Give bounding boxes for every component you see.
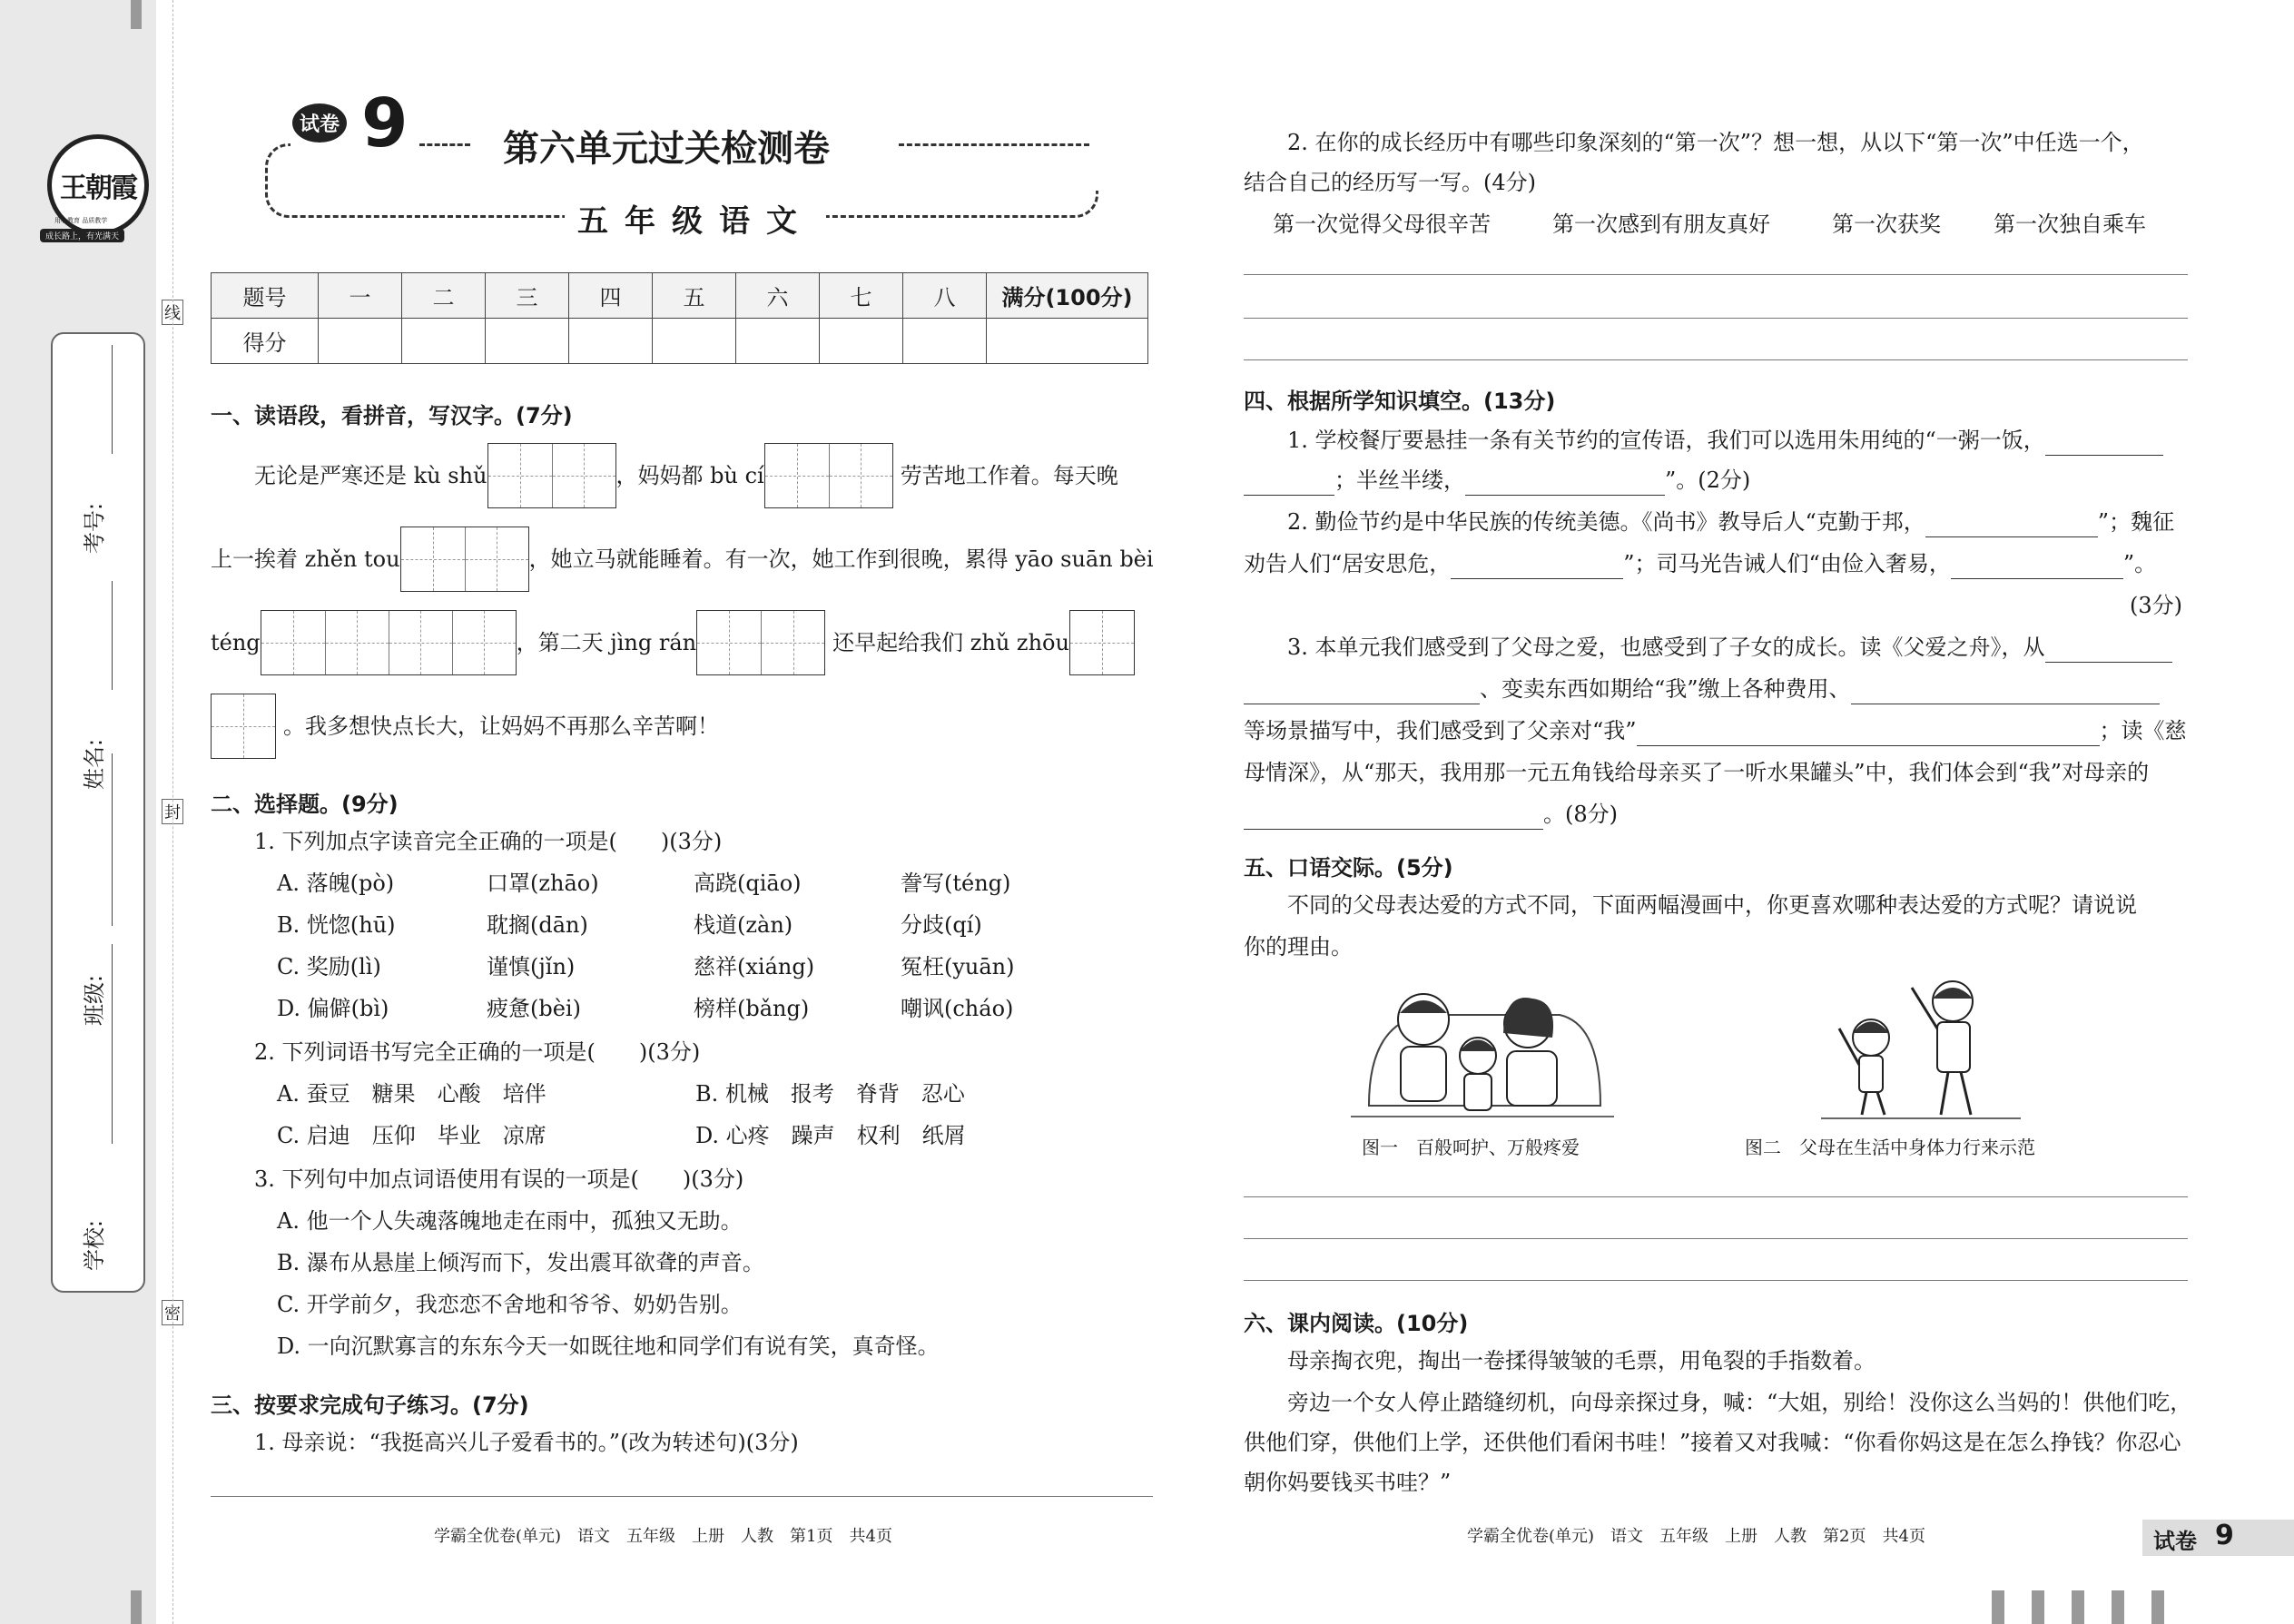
s2-q1-opt[interactable]: B. 恍惚(hū) — [277, 912, 396, 938]
fill-blank[interactable] — [2045, 662, 2172, 663]
binding-mark-bottom — [131, 1590, 142, 1624]
brand-tag: 用心教育 品质教学 — [54, 217, 108, 224]
score-table — [211, 272, 1148, 364]
field-name-line — [112, 581, 113, 690]
answer-grid[interactable] — [764, 443, 893, 508]
answer-line[interactable] — [1244, 359, 2188, 360]
r-q2-opt: 第一次觉得父母很辛苦 — [1273, 212, 1491, 237]
score-input[interactable] — [820, 319, 903, 364]
s4-text: 等场景描写中，我们感受到了父亲对“我” — [1244, 718, 1637, 743]
corner-number: 9 — [2215, 1520, 2234, 1551]
corner-label: 试卷 — [2153, 1529, 2197, 1554]
fill-blank[interactable] — [1465, 495, 1665, 496]
s2-q2-opt[interactable]: D. 心疼 躁声 权利 纸屑 — [695, 1123, 966, 1148]
table-cell: 得分 — [212, 319, 319, 364]
score-input[interactable] — [987, 319, 1148, 364]
s4-q1b — [1244, 465, 1750, 496]
field-id-line — [112, 345, 113, 454]
score-input[interactable] — [569, 319, 653, 364]
answer-grid[interactable] — [1069, 610, 1135, 675]
answer-line[interactable] — [1244, 1280, 2188, 1281]
s2-q1-opt: 栈道(zàn) — [694, 912, 793, 938]
s4-text: 3. 本单元我们感受到了父母之爱，也感受到了子女的成长。读《父爱之舟》，从 — [1287, 635, 2045, 660]
table-cell: 七 — [820, 273, 903, 319]
brand-name: 王朝霞 — [60, 172, 136, 204]
s2-q1-opt: 高跷(qiāo) — [694, 871, 802, 896]
seal-char-line: 线 — [162, 300, 183, 325]
s4-q2c — [1244, 548, 2156, 579]
s3-q1: 1. 母亲说：“我挺高兴儿子爱看书的。”(改为转述句)(3分) — [254, 1430, 799, 1455]
field-class-label: 班级: — [82, 974, 107, 1026]
section6-heading: 六、课内阅读。(10分) — [1244, 1311, 1469, 1336]
bottom-mark — [2032, 1590, 2044, 1624]
s6-p3: 供他们穿，供他们上学，还供他们看闲书哇！”接着又对我喊：“你看你妈这是在怎么挣钱？你忍心 — [1244, 1430, 2181, 1455]
footer-left: 学霸全优卷(单元) 语文 五年级 上册 人教 第1页 共4页 — [434, 1527, 892, 1546]
s1-line2 — [211, 527, 1154, 592]
s2-q1-opt: 榜样(bǎng) — [694, 996, 810, 1021]
table-cell: 一 — [319, 273, 402, 319]
s4-text: 劝告人们“居安思危， — [1244, 551, 1452, 576]
s4-text: 。(8分) — [1543, 802, 1618, 827]
s2-q1-opt[interactable]: A. 落魄(pò) — [277, 871, 395, 896]
s1-text: ，她立马就能睡着。有一次，她工作到很晚，累得 yāo suān bèi — [528, 546, 1154, 572]
field-school[interactable] — [65, 1171, 120, 1271]
section4-heading: 四、根据所学知识填空。(13分) — [1244, 389, 1556, 414]
score-table-header-row — [212, 273, 1148, 319]
s6-p4: 朝你妈要钱买书哇？” — [1244, 1470, 1452, 1495]
section1-heading: 一、读语段，看拼音，写汉字。(7分) — [211, 403, 573, 428]
s4-q3b — [1244, 674, 2160, 704]
binding-mark-top — [131, 0, 142, 29]
s2-q1-opt: 分歧(qí) — [901, 912, 982, 938]
paper-label: 试卷 — [292, 103, 347, 143]
s1-text: 劳苦地工作着。每天晚 — [900, 463, 1118, 488]
table-cell: 满分(100分) — [987, 273, 1148, 319]
s4-text: ”；魏征 — [2097, 509, 2175, 535]
s2-q1: 1. 下列加点字读音完全正确的一项是( )(3分) — [254, 829, 723, 854]
s5-p2: 你的理由。 — [1244, 934, 1353, 960]
title-dash-left — [419, 143, 470, 146]
s2-q1-opt: 耽搁(dān) — [487, 912, 588, 938]
s1-text: 。我多想快点长大，让妈妈不再那么辛苦啊！ — [283, 714, 719, 739]
s1-text: 还早起给我们 zhǔ zhōu — [832, 630, 1069, 655]
s2-q2-opt[interactable]: B. 机械 报考 脊背 忍心 — [695, 1081, 965, 1107]
title-dash-right — [899, 143, 1089, 146]
brand-slogan: 成长路上，有光满天 — [40, 229, 124, 242]
table-cell: 五 — [653, 273, 736, 319]
s4-text: 、变卖东西如期给“我”缴上各种费用、 — [1480, 676, 1851, 702]
s4-text: ；半丝半缕， — [1334, 468, 1465, 493]
bottom-mark — [2072, 1590, 2084, 1624]
section2-heading: 二、选择题。(9分) — [211, 792, 399, 817]
s4-q2-points: (3分) — [2130, 593, 2182, 618]
s1-text: téng — [211, 630, 261, 655]
seal-char-seal: 封 — [162, 799, 183, 824]
r-q2-opt: 第一次感到有朋友真好 — [1552, 212, 1770, 237]
s5-p1: 不同的父母表达爱的方式不同，下面两幅漫画中，你更喜欢哪种表达爱的方式呢？请说说 — [1287, 892, 2137, 918]
bottom-mark — [2151, 1590, 2164, 1624]
s2-q1-opt: 誊写(téng) — [901, 871, 1011, 896]
fill-blank[interactable] — [2045, 455, 2163, 456]
fill-blank[interactable] — [1925, 536, 2098, 537]
s2-q1-opt: 嘲讽(cháo) — [901, 996, 1014, 1021]
fill-blank[interactable] — [1244, 495, 1334, 496]
footer-right: 学霸全优卷(单元) 语文 五年级 上册 人教 第2页 共4页 — [1467, 1527, 1925, 1546]
s4-q1a — [1287, 425, 2163, 456]
s4-q3c — [1244, 715, 2187, 746]
score-table-score-row — [212, 319, 1148, 364]
s2-q2: 2. 下列词语书写完全正确的一项是( )(3分) — [254, 1039, 701, 1065]
paper-number: 9 — [361, 84, 409, 162]
cartoon-parent-example — [1821, 969, 2021, 1124]
s1-text: 无论是严寒还是 kù shǔ — [254, 463, 487, 488]
r-q2b: 结合自己的经历写一写。(4分) — [1244, 170, 1536, 195]
s2-q1-opt: 口罩(zhāo) — [487, 871, 599, 896]
s4-text: ；读《慈 — [2099, 718, 2187, 743]
fill-blank[interactable] — [1244, 829, 1543, 830]
fill-blank[interactable] — [1451, 578, 1623, 579]
field-name-label: 姓名: — [82, 738, 107, 790]
s4-text: ”。 — [2122, 551, 2157, 576]
s1-line3 — [211, 610, 1135, 675]
table-cell: 二 — [402, 273, 486, 319]
page-subtitle: 五年级语文 — [565, 196, 826, 241]
bottom-mark — [1992, 1590, 2004, 1624]
table-cell: 三 — [486, 273, 569, 319]
s2-q1-opt: 谨慎(jǐn) — [487, 954, 576, 979]
bottom-mark — [2112, 1590, 2124, 1624]
score-input[interactable] — [319, 319, 402, 364]
seal-char-secret: 密 — [162, 1300, 183, 1325]
s2-q1-opt: 疲惫(bèi) — [487, 996, 581, 1021]
answer-grid[interactable] — [400, 527, 529, 592]
s6-p2: 旁边一个女人停止踏缝纫机，向母亲探过身，喊：“大姐，别给！没你这么当妈的！供他们吃， — [1287, 1390, 2192, 1415]
s4-text: ”。(2分) — [1665, 468, 1751, 493]
s4-text: 1. 学校餐厅要悬挂一条有关节约的宣传语，我们可以选用朱用纯的“一粥一饭， — [1287, 428, 2045, 453]
table-cell: 四 — [569, 273, 653, 319]
score-input[interactable] — [486, 319, 569, 364]
s6-p1: 母亲掏衣兜，掏出一卷揉得皱皱的毛票，用龟裂的手指数着。 — [1287, 1348, 1876, 1373]
s2-q1-opt: 慈祥(xiáng) — [694, 954, 815, 979]
answer-line[interactable] — [1244, 1238, 2188, 1239]
s2-q3-opt[interactable]: D. 一向沉默寡言的东东今天一如既往地和同学们有说有笑，真奇怪。 — [277, 1334, 940, 1359]
section3-heading: 三、按要求完成句子练习。(7分) — [211, 1393, 529, 1418]
s4-q3a — [1287, 632, 2172, 663]
s1-text: ，妈妈都 bù cí — [615, 463, 764, 488]
s4-q3e: 母情深》，从“那天，我用那一元五角钱给母亲买了一听水果罐头”中，我们体会到“我”对母亲的 — [1244, 760, 2150, 785]
fill-blank[interactable] — [1637, 745, 2100, 746]
score-input[interactable] — [402, 319, 486, 364]
table-cell: 题号 — [212, 273, 319, 319]
r-q2a: 2. 在你的成长经历中有哪些印象深刻的“第一次”？想一想，从以下“第一次”中任选一个， — [1287, 130, 2144, 155]
s2-q2-opt[interactable]: A. 蚕豆 糖果 心酸 培伴 — [277, 1081, 546, 1107]
r-q2-opt: 第一次获奖 — [1832, 212, 1941, 237]
s1-text: ，第二天 jìng rán — [516, 630, 697, 655]
answer-grid[interactable] — [261, 610, 517, 675]
s2-q1-opt: 冤枉(yuān) — [901, 954, 1015, 979]
answer-line[interactable] — [1244, 274, 2188, 275]
footer-rule-left — [211, 1496, 1153, 1497]
page-title: 第六单元过关检测卷 — [503, 128, 830, 170]
score-input[interactable] — [736, 319, 820, 364]
s4-text: 2. 勤俭节约是中华民族的传统美德。《尚书》教导后人“克勤于邦， — [1287, 509, 1925, 535]
field-id-label: 考号: — [82, 502, 107, 554]
answer-line[interactable] — [1244, 318, 2188, 319]
s2-q1-opt[interactable]: C. 奖励(lì) — [277, 954, 381, 979]
cartoon1-caption: 图一 百般呵护、万般疼爱 — [1362, 1137, 1580, 1158]
answer-grid[interactable] — [487, 443, 616, 508]
s2-q2-opt[interactable]: C. 启迪 压仰 毕业 凉席 — [277, 1123, 546, 1148]
s1-line1 — [254, 443, 1118, 508]
fill-blank[interactable] — [1951, 578, 2123, 579]
r-q2-opt: 第一次独自乘车 — [1994, 212, 2146, 237]
s1-text: 上一挨着 zhěn tou — [211, 546, 400, 572]
s1-line4 — [211, 694, 719, 759]
binding-dash-line — [172, 0, 173, 1624]
answer-grid[interactable] — [696, 610, 825, 675]
s2-q3-opt[interactable]: A. 他一个人失魂落魄地走在雨中，孤独又无助。 — [277, 1208, 743, 1234]
section5-heading: 五、口语交际。(5分) — [1244, 855, 1453, 881]
s2-q3-opt[interactable]: C. 开学前夕，我恋恋不舍地和爷爷、奶奶告别。 — [277, 1292, 743, 1317]
score-input[interactable] — [903, 319, 987, 364]
s2-q3: 3. 下列句中加点词语使用有误的一项是( )(3分) — [254, 1166, 744, 1192]
field-class[interactable] — [65, 926, 120, 1026]
field-school-label: 学校: — [82, 1219, 107, 1271]
s2-q3-opt[interactable]: B. 瀑布从悬崖上倾泻而下，发出震耳欲聋的声音。 — [277, 1250, 764, 1275]
table-cell: 八 — [903, 273, 987, 319]
s4-q2a — [1287, 507, 2174, 537]
s2-q1-opt[interactable]: D. 偏僻(bì) — [277, 996, 389, 1021]
cartoon-family-care — [1351, 969, 1614, 1124]
field-name[interactable] — [65, 690, 120, 790]
s4-q3f — [1244, 799, 1618, 830]
cartoon2-caption: 图二 父母在生活中身体力行来示范 — [1745, 1137, 2035, 1158]
field-id[interactable] — [65, 454, 120, 554]
answer-line[interactable] — [1244, 1196, 2188, 1197]
s4-text: ”；司马光告诫人们“由俭入奢易， — [1623, 551, 1951, 576]
answer-grid[interactable] — [211, 694, 276, 759]
table-cell: 六 — [736, 273, 820, 319]
score-input[interactable] — [653, 319, 736, 364]
